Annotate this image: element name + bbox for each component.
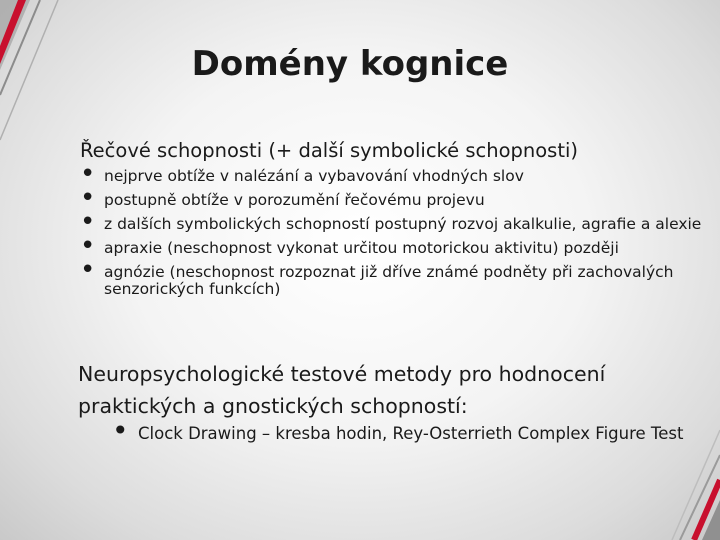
slide-title: Domény kognice bbox=[191, 44, 509, 84]
bullet-icon: • bbox=[80, 255, 96, 285]
bullet-icon: • bbox=[80, 159, 96, 189]
list-item-text: postupně obtíže v porozumění řečovému projevu bbox=[104, 191, 485, 209]
list-item bbox=[80, 159, 705, 189]
bullet-icon: • bbox=[80, 183, 96, 213]
list-item bbox=[80, 183, 705, 213]
list-item-text: nejprve obtíže v nalézání a vybavování vhodných slov bbox=[104, 167, 524, 185]
bullet-icon: • bbox=[80, 231, 96, 261]
bullet-icon: • bbox=[80, 207, 96, 237]
list-item bbox=[80, 207, 705, 237]
list-item bbox=[112, 414, 712, 447]
list-item-text: agnózie (neschopnost rozpoznat již dříve známé podněty při zachovalých senzorických funkcích) bbox=[104, 263, 674, 298]
bullet-icon: • bbox=[112, 414, 129, 447]
speech-abilities-list bbox=[80, 159, 705, 305]
list-item-text: Clock Drawing – kresba hodin, Rey-Osterrieth Complex Figure Test bbox=[138, 424, 684, 443]
list-item-text: apraxie (neschopnost vykonat určitou motorickou aktivitu) později bbox=[104, 239, 619, 257]
section-heading-speech: Řečové schopnosti (+ další symbolické schopnosti) bbox=[80, 139, 579, 162]
list-item-text: z dalších symbolických schopností postupný rozvoj akalkulie, agrafie a alexie bbox=[104, 215, 702, 233]
top-left-stripes bbox=[0, 0, 58, 140]
section-heading-tests: Neuropsychologické testové metody pro hodnocení praktických a gnostických schopností: bbox=[78, 362, 606, 418]
list-item bbox=[80, 255, 705, 298]
test-methods-list bbox=[112, 414, 712, 450]
list-item bbox=[80, 231, 705, 261]
